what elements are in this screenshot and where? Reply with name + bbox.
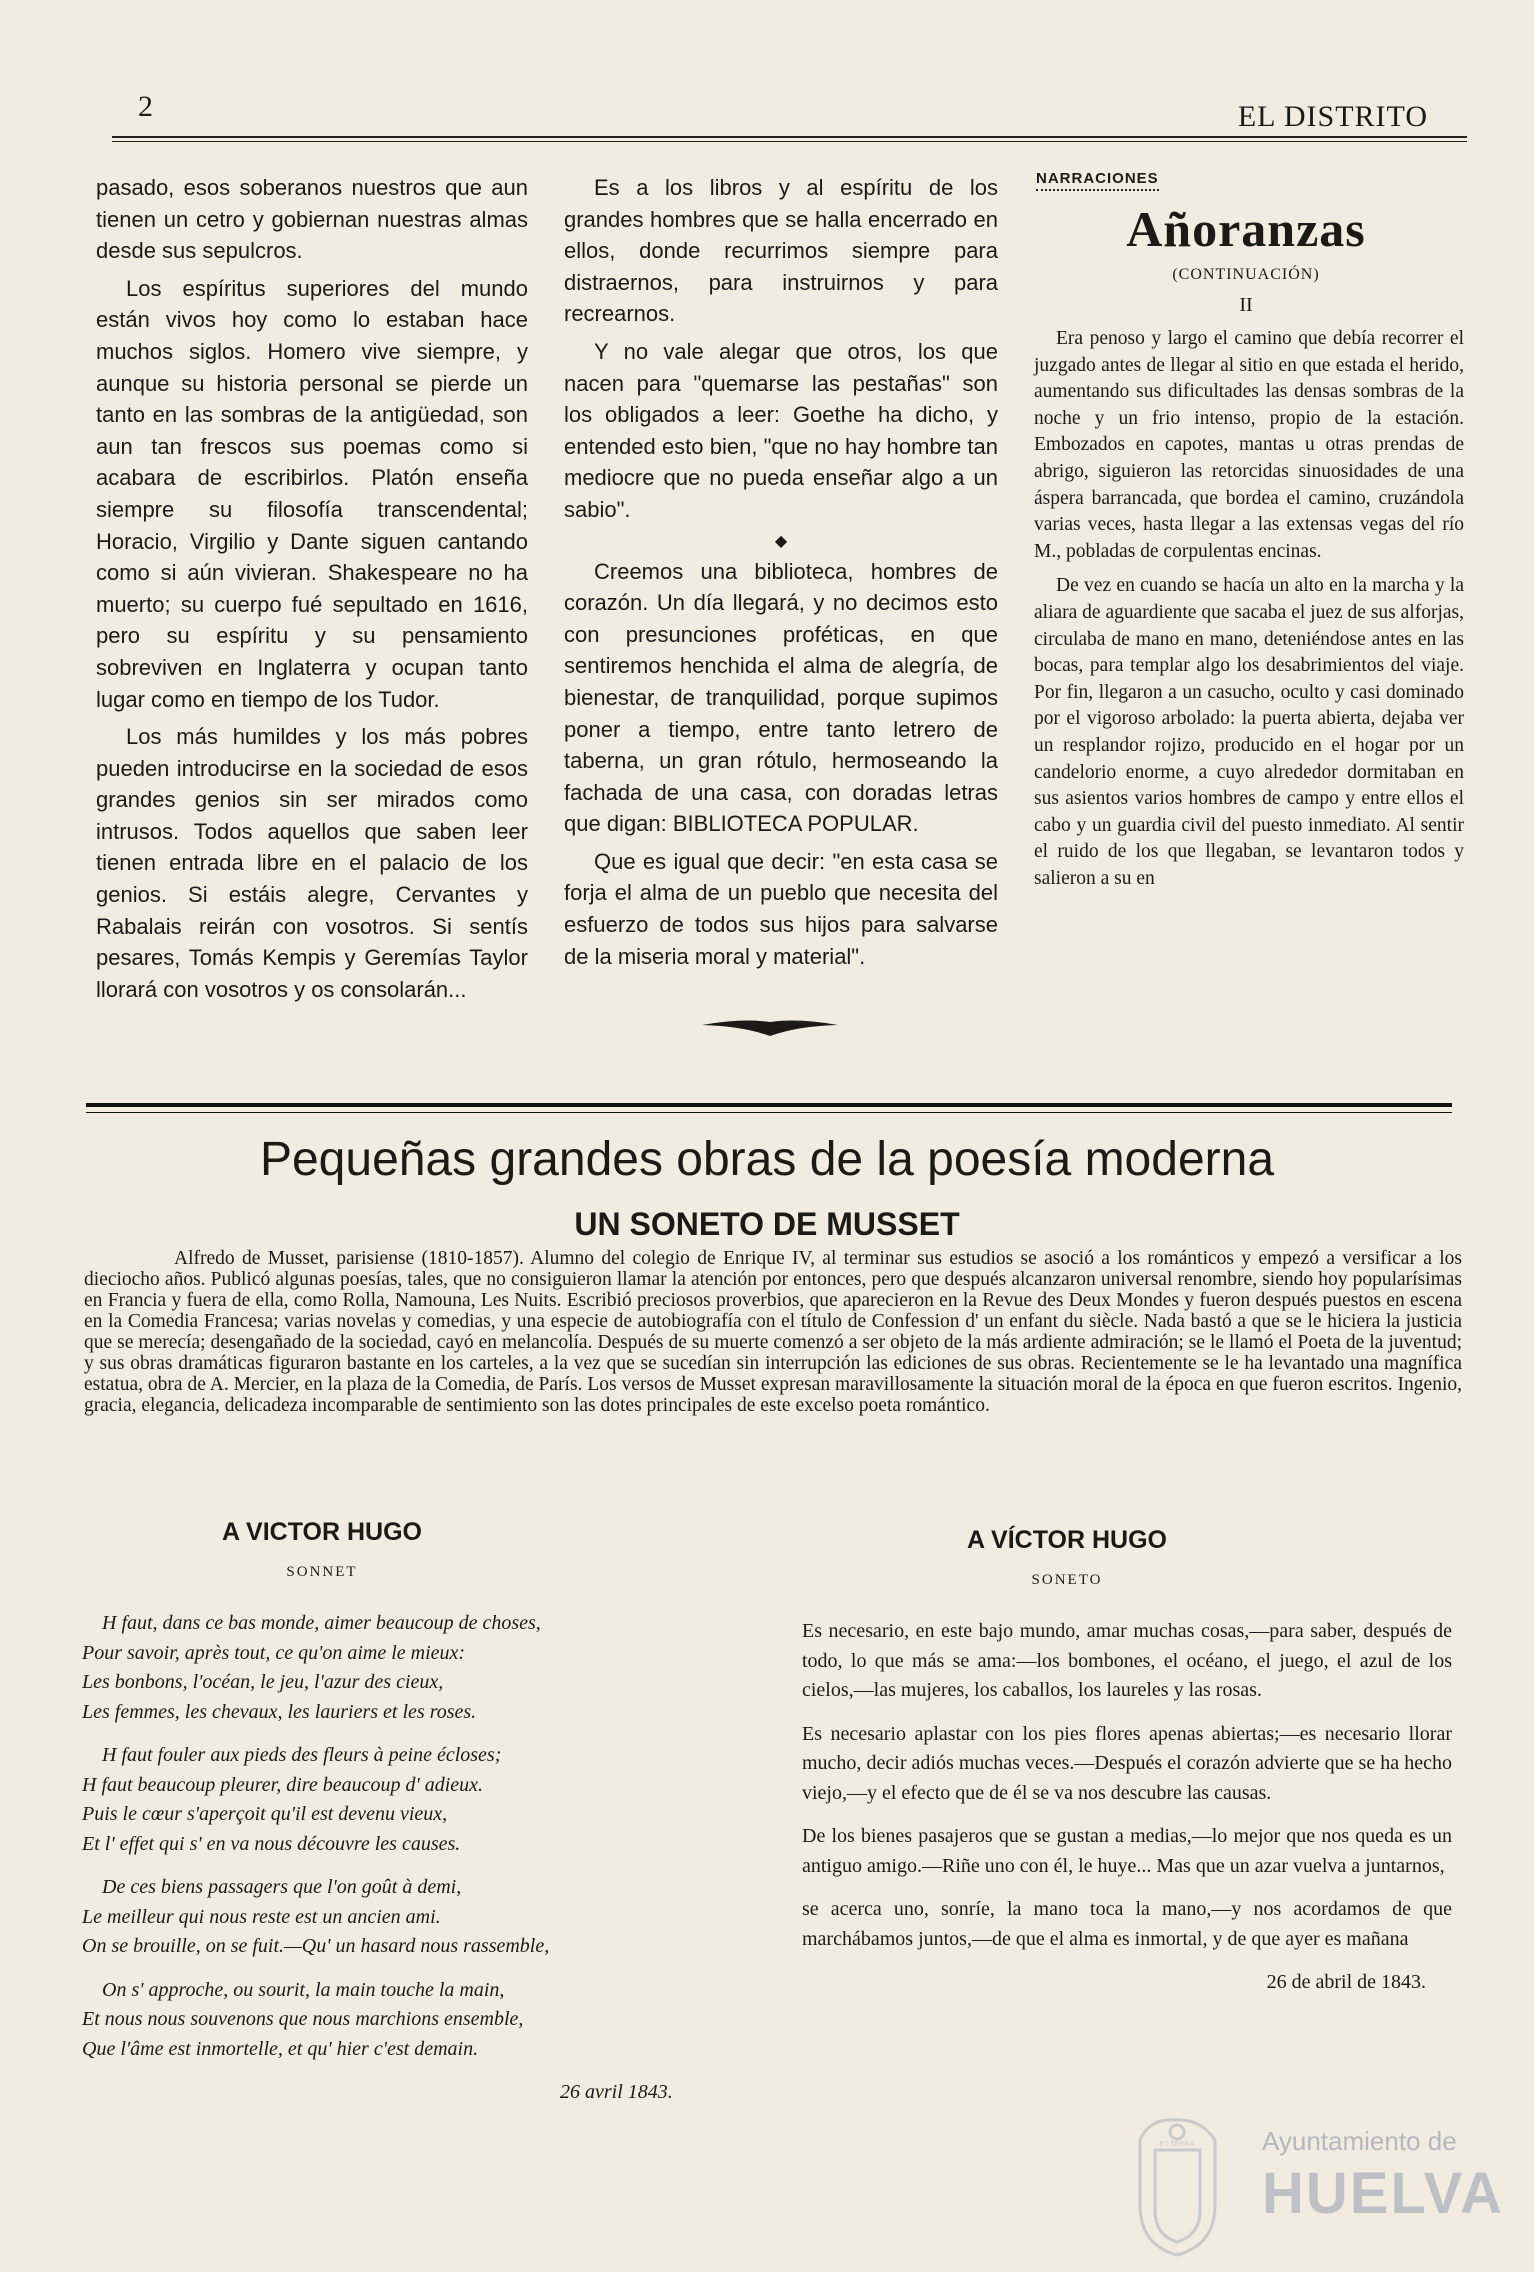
section-rule-thin [86,1112,1452,1113]
header-rule [112,136,1467,138]
poem-french [82,1518,702,2108]
translation-paragraph: se acerca uno, sonríe, la mano toca la mano,—y nos acordamos de que marchábamos juntos,—de que el alma es inmortal, y de que ayer es mañana [802,1898,1452,1950]
verse: H faut, dans ce bas monde, aimer beaucoup de choses, [102,1612,541,1634]
header-rule-thin [112,141,1467,142]
article-column-1 [96,172,528,1011]
verse: Et l' effet qui s' en va nous découvre les causes. [82,1832,461,1855]
verse: On s' approche, ou sourit, la main touche la main, [102,1978,505,2001]
poem-heading: A VICTOR HUGO [221,1518,422,1546]
watermark-text: Ayuntamiento de [1262,2126,1457,2156]
verse: Les femmes, les chevaux, les lauriers et les roses. [82,1700,477,1723]
poem-heading: A VÍCTOR HUGO [966,1526,1167,1554]
story-title: Añoranzas [1126,201,1366,257]
shield-inscription: ET TERRA [1159,2141,1195,2148]
stanza [82,1741,702,1859]
stanza [82,1873,702,1962]
verse: Pour savoir, après tout, ce qu'on aime le mieux: [82,1641,466,1664]
article-column-2 [564,172,998,978]
paragraph: pasado, esos soberanos nuestros que aun tienen un cetro y gobiernan nuestras almas desde sus sepulcros. [96,175,528,264]
paragraph: Es a los libros y al espíritu de los grandes hombres que se halla encerrado en ellos, donde recurrimos siempre para distraernos, para instruirnos y para recrearnos. [564,175,998,327]
stanza [82,1976,702,2065]
page-number: 2 [138,90,153,123]
paragraph: De vez en cuando se hacía un alto en la marcha y la aliara de aguardiente que sacaba el juez de sus alforjas, circulaba de mano en mano, deteniéndose antes en las bocas, para templar algo los desabrimientos del viaje. Por fin, llegaron a un casucho, oculto y casi dominado por el vigoroso arbolado: la puerta abierta, dejaba ver un resplandor rojizo, producido en el hogar por un candelorio enorme, a cuyo alrededor dormitaban en sus asientos varios hombres de campo y entre ellos el cabo y un guardia civil del puesto inmediato. Al sentir el ruido de los que llegaban, se levantaron todos y salieron a su en [1034,575,1464,889]
continuation-label: (CONTINUACIÓN) [1172,266,1320,283]
poem-form: SONNET [286,1563,358,1580]
paragraph: Los espíritus superiores del mundo están vivos hoy como lo estaban hace muchos siglos. Homero vive siempre, y aunque su historia personal se pierde un tanto en las sombras de la antigüedad, son aun tan frescos sus poemas como si acabara de escribirlos. Platón enseña siempre su filosofía transcendental; Horacio, Virgilio y Dante siguen cantando como si aún vivieran. Shakespeare no ha muerto; su cuerpo fué sepultado en 1616, pero su espíritu y su pensamiento sobreviven en Inglaterra y ocupan tanto lugar como en tiempo de los Tudor. [96,275,528,712]
feature-intro: Alfredo de Musset, parisiense (1810-1857). Alumno del colegio de Enrique IV, al terminar sus estudios se asoció a los románticos y empezó a versificar a los dieciocho años. Publicó algunas poesías, tales, que no consiguieron llamar la atención por entonces, pero que después alcanzaron universal renombre, siendo hoy popularísimas en Francia y fuera de ella, como Rolla, Namouna, Les Nuits. Escribió preciosos proverbios, que aparecieron en la Revue des Deux Mondes y fueron después puestos en escena en la Comedia Francesa; varias novelas y comedias, y una especie de autobiografía con el título de Confession d' un enfant du siècle. Nada bastó a que se le hiciera la justicia que se merecía; desengañado de la sociedad, cayó en melancolía. Después de su muerte comenzó a ser objeto de la más ardiente admiración; se le llamó el Poeta de la juventud; y sus obras dramáticas figuraron bastante en los carteles, a la vez que se sucedían sin interrupción las ediciones de sus obras. Recientemente se le ha levantado una magnífica estatua, obra de A. Mercier, en la plaza de la Comedia, de París. Los versos de Musset expresan maravillosamente la situación moral de la época en que fueron escritos. Ingenio, gracia, elegancia, delicadeza incomparable de sentimiento son las dotes principales de este excelso poeta romántico. [84,1248,1462,1416]
newspaper-name: EL DISTRITO [1237,100,1428,133]
verse: Que l'âme est inmortelle, et qu' hier c'est demain. [82,2037,479,2060]
poem-form: SONETO [1031,1571,1103,1588]
translation-paragraph: Es necesario, en este bajo mundo, amar muchas cosas,—para saber, después de todo, lo que más se ama:—los bombones, el océano, el juego, el azul de los cielos,—las mujeres, los caballos, los laureles y las rosas. [802,1620,1452,1701]
paragraph: Y no vale alegar que otros, los que nacen para "quemarse las pestañas" son los obligados a leer: Goethe ha dicho, y entended esto bien, "que no hay hombre tan mediocre que no pueda enseñar algo a un sabio". [564,338,998,522]
feature-subtitle: UN SONETO DE MUSSET [574,1206,960,1242]
watermark-city: HUELVA [1262,2161,1504,2226]
translation-paragraph: Es necesario aplastar con los pies flores apenas abiertas;—es necesario llorar mucho, decir adiós muchas veces.—Después el corazón advierte que se ha hecho viejo,—y el efecto que de él se va nos descubre las causas. [802,1722,1452,1804]
section-label: NARRACIONES [1036,170,1159,191]
translation-paragraph: De los bienes pasajeros que se gustan a medias,—lo mejor que nos queda es un antiguo amigo.—Riñe uno con él, le huye... Mas que un azar vuelva a juntarnos, [802,1825,1452,1877]
verse: Le meilleur qui nous reste est un ancien ami. [82,1905,441,1928]
section-rule [86,1103,1452,1107]
paragraph: Creemos una biblioteca, hombres de corazón. Un día llegará, y no decimos esto con presunciones proféticas, en que sentiremos henchida el alma de alegría, de bienestar, de tranquilidad, porque supimos poner a tiempo, entre tanto letrero de taberna, un gran rótulo, hermoseando la fachada de una casa, con doradas letras que digan: BIBLIOTECA POPULAR. [564,558,998,837]
verse: Et nous nous souvenons que nous marchions ensemble, [82,2008,524,2030]
paragraph: Era penoso y largo el camino que debía recorrer el juzgado antes de llegar al sitio en que estada el herido, aumentando sus dificultades las densas sombras de la noche y un frio intenso, propio de la estación. Embozados en capotes, mantas u otras prendas de abrigo, siguieron las retorcidas sinuosidades de una áspera barrancada, que bordea el camino, cruzándola varias veces, hasta llegar a las extensas vegas del río M., pobladas de corpulentas encinas. [1034,328,1464,562]
poem-spanish [802,1526,1452,1998]
feature-title: Pequeñas grandes obras de la poesía moderna [259,1133,1275,1186]
verse: On se brouille, on se fuit.—Qu' un hasard nous rassemble, [82,1935,550,1957]
diamond-ornament: ◆ [774,532,788,550]
verse: Les bonbons, l'océan, le jeu, l'azur des cieux, [82,1671,444,1693]
verse: De ces biens passagers que l'on goût à demi, [102,1876,462,1898]
poem-date: 26 avril 1843. [560,2081,673,2103]
stanza [82,1609,702,1727]
article-column-3 [1034,326,1464,900]
paragraph: Que es igual que decir: "en esta casa se forja el alma de un pueblo que necesita del esfuerzo de todos sus hijos para salvarse de la miseria moral y material". [564,848,998,969]
end-ornament-icon [702,1014,838,1040]
verse: H faut fouler aux pieds des fleurs à peine écloses; [102,1744,502,1766]
poem-date: 26 de abril de 1843. [1266,1971,1426,1993]
paragraph: Los más humildes y los más pobres pueden introducirse en la sociedad de esos grandes genios sin ser mirados como intrusos. Todos aquellos que saben leer tienen entrada libre en el palacio de los genios. Si estáis alegre, Cervantes y Rabalais reirán con vosotros. Si sentís pesares, Tomás Kempis y Geremías Taylor llorará con vosotros y os consolarán... [96,724,528,1002]
chapter-number: II [1239,294,1253,316]
verse: Puis le cœur s'aperçoit qu'il est devenu vieux, [82,1803,448,1825]
verse: H faut beaucoup pleurer, dire beaucoup d' adieux. [82,1773,484,1796]
